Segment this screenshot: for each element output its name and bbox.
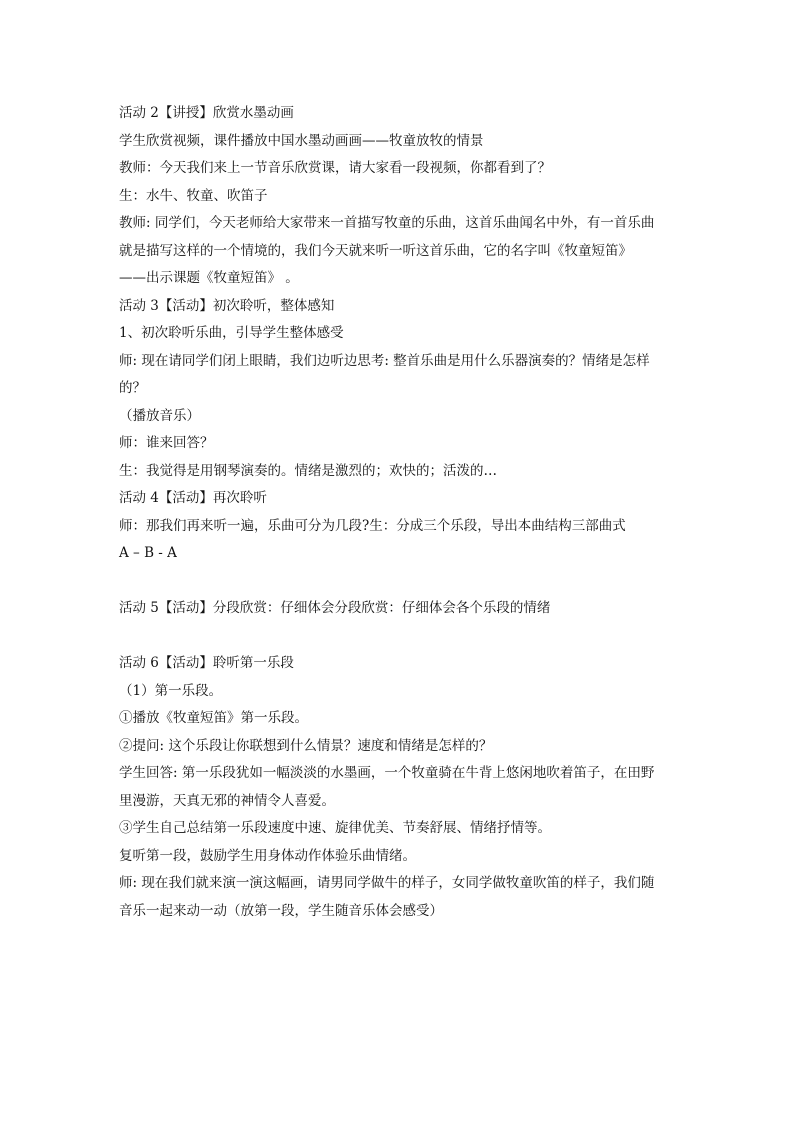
- paragraph-line: 教师: 同学们，今天老师给大家带来一首描写牧童的乐曲，这首乐曲闻名中外，有一首乐曲: [119, 215, 655, 231]
- paragraph-line: 里漫游，天真无邪的神情令人喜爱。: [119, 792, 335, 809]
- paragraph-line: 教师：今天我们来上一节音乐欣赏课，请大家看一段视频，你都看到了？: [119, 160, 551, 176]
- paragraph-line: 师：谁来回答？: [119, 435, 214, 451]
- paragraph-line: 学生回答: 第一乐段犹如一幅淡淡的水墨画，一个牧童骑在牛背上悠闲地吹着笛子，在田野: [119, 765, 655, 781]
- paragraph-line: ①播放《牧童短笛》第一乐段。: [119, 710, 308, 726]
- paragraph-line: 师：那我们再来听一遍，乐曲可分为几段?生：分成三个乐段，导出本曲结构三部曲式: [119, 517, 626, 534]
- paragraph-line: 生：我觉得是用钢琴演奏的。情绪是激烈的；欢快的；活泼的…: [119, 462, 497, 479]
- activity-2-heading: 活动 2【讲授】欣赏水墨动画: [119, 105, 294, 121]
- paragraph-line: 的？: [119, 380, 146, 396]
- paragraph-line: 生：水牛、牧童、吹笛子: [119, 187, 268, 204]
- paragraph-line: 师: 现在请同学们闭上眼睛，我们边听边思考: 整首乐曲是用什么乐器演奏的？情绪是怎样: [119, 352, 650, 369]
- paragraph-line: 音乐一起来动一动（放第一段，学生随音乐体会感受）: [119, 902, 443, 919]
- paragraph-line: （1）第一乐段。: [119, 682, 223, 699]
- blank-line: [119, 623, 679, 651]
- paragraph-line: 学生欣赏视频，课件播放中国水墨动画画——牧童放牧的情景: [119, 132, 484, 149]
- activity-6-heading: 活动 6【活动】聆听第一乐段: [119, 655, 294, 671]
- document-body: [119, 100, 679, 925]
- activity-3-heading: 活动 3【活动】初次聆听，整体感知: [119, 297, 335, 314]
- activity-5-heading: 活动 5【活动】分段欣赏：仔细体会分段欣赏：仔细体会各个乐段的情绪: [119, 600, 551, 616]
- paragraph-line: ③学生自己总结第一乐段速度中速、旋律优美、节奏舒展、情绪抒情等。: [119, 820, 551, 836]
- activity-4-heading: 活动 4【活动】再次聆听: [119, 490, 267, 506]
- structure-line: A – B - A: [119, 545, 177, 561]
- blank-line: [119, 568, 679, 596]
- paragraph-line: （播放音乐）: [119, 407, 200, 424]
- paragraph-line: 就是描写这样的一个情境的，我们今天就来听一听这首乐曲，它的名字叫《牧童短笛》: [119, 242, 632, 259]
- paragraph-line: ——出示课题《牧童短笛》 。: [119, 270, 299, 286]
- paragraph-line: 复听第一段，鼓励学生用身体动作体验乐曲情绪。: [119, 847, 416, 864]
- paragraph-line: 1、初次聆听乐曲，引导学生整体感受: [119, 325, 344, 341]
- paragraph-line: 师: 现在我们就来演一演这幅画，请男同学做牛的样子，女同学做牧童吹笛的样子，我们随: [119, 875, 655, 891]
- paragraph-line: ②提问: 这个乐段让你联想到什么情景？速度和情绪是怎样的？: [119, 737, 493, 754]
